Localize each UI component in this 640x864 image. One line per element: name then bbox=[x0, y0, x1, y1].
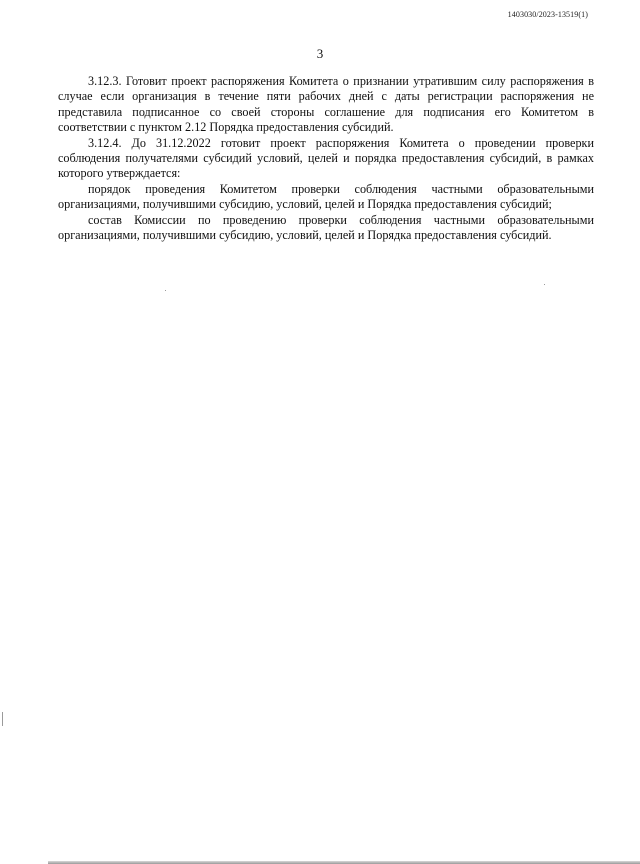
paragraph-3-12-4: 3.12.4. До 31.12.2022 готовит проект распоряжения Комитета о проведении проверки соблюдения получателями субсидий условий, целей и порядка предоставления субсидий, в рамках которого утверждается: bbox=[58, 135, 594, 181]
list-item-commission: состав Комиссии по проведению проверки соблюдения частными образовательными организациями, получившими субсидию, условий, целей и Порядка предоставления субсидий. bbox=[58, 212, 594, 243]
scan-speck bbox=[544, 284, 545, 285]
list-item-procedure: порядок проведения Комитетом проверки соблюдения частными образовательными организациями, получившими субсидию, условий, целей и Порядка предоставления субсидий; bbox=[58, 181, 594, 212]
scan-speck bbox=[165, 290, 166, 291]
scan-speck bbox=[2, 712, 3, 726]
page-number: 3 bbox=[316, 46, 324, 61]
document-body bbox=[58, 74, 594, 243]
document-registration-number: 1403030/2023-13519(1) bbox=[507, 10, 588, 19]
paragraph-3-12-3: 3.12.3. Готовит проект распоряжения Комитета о признании утратившим силу распоряжения в случае если организация в течение пяти рабочих дней с даты регистрации распоряжения не представила подписанное со своей стороны соглашение для подписания его Комитетом в соответствии с пунктом 2.12 Порядка предоставления субсидий. bbox=[58, 74, 594, 135]
